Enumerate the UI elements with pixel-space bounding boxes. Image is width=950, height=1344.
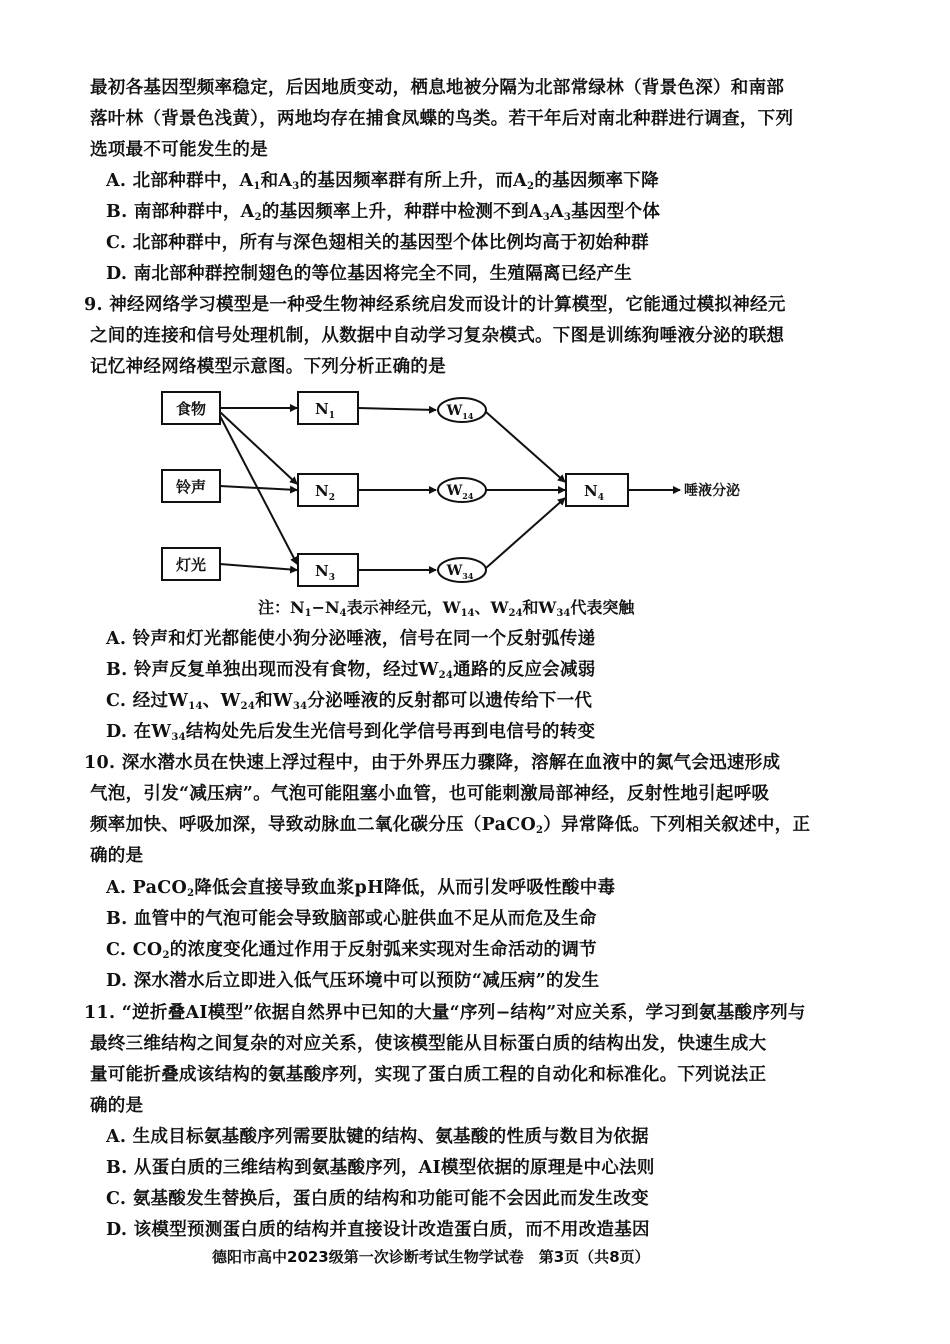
- synapse-label-w34: $W_{34}$: [446, 563, 474, 581]
- arrow-food-n2: [220, 412, 297, 484]
- q9-option-b: B. 铃声反复单独出现而没有食物，经过$W_{24}$通路的反应会减弱: [106, 660, 596, 681]
- input-label-light: 灯光: [175, 556, 207, 574]
- q8-option-d: D. 南北部种群控制翅色的等位基因将完全不同，生殖隔离已经产生: [106, 264, 633, 284]
- q10-option-a: A. PaCO$_2$降低会直接导致血浆pH降低，从而引发呼吸性酸中毒: [106, 878, 616, 899]
- q9-option-c: C. 经过$W_{14}$、$W_{24}$和$W_{34}$分泌唾液的反射都可以遗传给下一代: [106, 691, 593, 712]
- q10-line-1: 10. 深水潜水员在快速上浮过程中，由于外界压力骤降，溶解在血液中的氮气会迅速形成: [84, 753, 781, 773]
- q9-line-1: 9. 神经网络学习模型是一种受生物神经系统启发而设计的计算模型，它能通过模拟神经元: [84, 295, 786, 315]
- q11-line-1: 11. “逆折叠AI模型”依据自然界中已知的大量“序列−结构”对应关系，学习到氨基酸序列与: [84, 1003, 806, 1023]
- q11-line-4: 确的是: [90, 1096, 144, 1116]
- q8-option-c: C. 北部种群中，所有与深色翅相关的基因型个体比例均高于初始种群: [106, 233, 649, 253]
- q11-option-d: D. 该模型预测蛋白质的结构并直接设计改造蛋白质，而不用改造基因: [106, 1220, 650, 1240]
- neuron-label-n1: $N_1$: [315, 400, 335, 421]
- q11-option-c: C. 氨基酸发生替换后，蛋白质的结构和功能可能不会因此而发生改变: [106, 1189, 649, 1209]
- neuron-label-n3: $N_3$: [315, 562, 335, 583]
- q9-option-d: D. 在$W_{34}$结构处先后发生光信号到化学信号再到电信号的转变: [106, 722, 596, 743]
- neuron-label-n2: $N_2$: [315, 482, 335, 503]
- q11-option-a: A. 生成目标氨基酸序列需要肽键的结构、氨基酸的性质与数目为依据: [106, 1127, 649, 1147]
- arrow-w14-n4: [486, 412, 565, 482]
- output-label-saliva: 唾液分泌: [684, 483, 740, 499]
- q10-option-c: C. $CO_2$的浓度变化通过作用于反射弧来实现对生命活动的调节: [106, 940, 597, 961]
- synapse-label-w24: $W_{24}$: [446, 483, 474, 501]
- q11-line-3: 量可能折叠成该结构的氨基酸序列，实现了蛋白质工程的自动化和标准化。下列说法正: [90, 1065, 767, 1085]
- synapse-label-w14: $W_{14}$: [446, 403, 474, 421]
- q10-line-4: 确的是: [90, 846, 144, 866]
- q8-line-2: 落叶林（背景色浅黄），两地均存在捕食凤蝶的鸟类。若干年后对南北种群进行调查，下列: [90, 109, 794, 129]
- q10-line-2: 气泡，引发“减压病”。气泡可能阻塞小血管，也可能刺激局部神经，反射性地引起呼吸: [90, 784, 770, 804]
- q9-line-2: 之间的连接和信号处理机制，从数据中自动学习复杂模式。下图是训练狗唾液分泌的联想: [90, 326, 785, 346]
- neural-network-diagram: [150, 384, 790, 594]
- input-label-bell: 铃声: [175, 478, 207, 496]
- q8-line-1: 最初各基因型频率稳定，后因地质变动，栖息地被分隔为北部常绿林（背景色深）和南部: [90, 78, 785, 98]
- q9-option-a: A. 铃声和灯光都能使小狗分泌唾液，信号在同一个反射弧传递: [106, 629, 596, 649]
- q9-diagram-note: 注：$N_1-N_4$表示神经元，$W_{14}$、$W_{24}$和$W_{34}$代表突触: [258, 598, 635, 619]
- arrow-light-n3: [220, 564, 297, 570]
- input-label-food: 食物: [175, 400, 207, 418]
- page-footer: 德阳市高中2023级第一次诊断考试生物学试卷 第3页（共8页）: [212, 1248, 650, 1266]
- q9-line-3: 记忆神经网络模型示意图。下列分析正确的是: [90, 357, 446, 377]
- q8-option-a: A. 北部种群中，$A_1$和$A_3$的基因频率群有所上升，而$A_2$的基因频率下降: [106, 171, 659, 192]
- neuron-label-n4: $N_4$: [584, 482, 604, 503]
- arrow-n1-w14: [358, 408, 436, 410]
- arrow-w34-n4: [486, 498, 565, 568]
- q8-option-b: B. 南部种群中，$A_2$的基因频率上升，种群中检测不到$A_3A_3$基因型个体: [106, 202, 661, 223]
- q10-option-b: B. 血管中的气泡可能会导致脑部或心脏供血不足从而危及生命: [106, 909, 597, 929]
- q11-line-2: 最终三维结构之间复杂的对应关系，使该模型能从目标蛋白质的结构出发，快速生成大: [90, 1034, 767, 1054]
- q10-line-3: 频率加快、呼吸加深，导致动脉血二氧化碳分压（PaCO$_2$）异常降低。下列相关叙述中，正: [90, 815, 811, 836]
- q8-line-3: 选项最不可能发生的是: [90, 140, 268, 160]
- q10-option-d: D. 深水潜水后立即进入低气压环境中可以预防“减压病”的发生: [106, 971, 600, 991]
- q11-option-b: B. 从蛋白质的三维结构到氨基酸序列，AI模型依据的原理是中心法则: [106, 1158, 655, 1178]
